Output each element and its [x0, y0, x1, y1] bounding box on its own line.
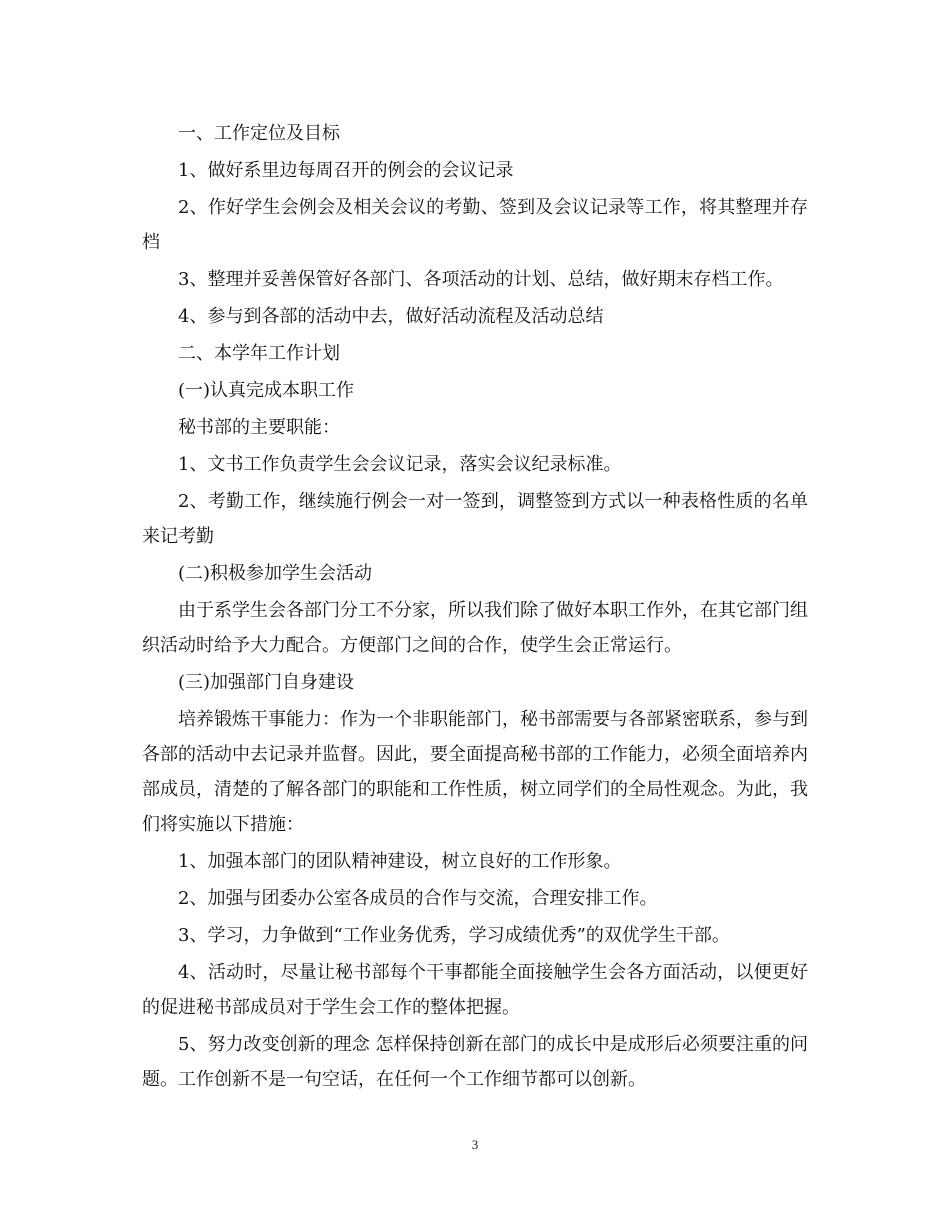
subsection-heading: (一)认真完成本职工作: [178, 380, 355, 401]
body-paragraph: 秘书部的主要职能：: [178, 417, 340, 438]
subsection-heading: (三)加强部门自身建设: [178, 672, 355, 693]
body-paragraph: 培养锻炼干事能力：作为一个非职能部门，秘书部需要与各部紧密联系，参与到各部的活动中去记录并监督。因此，要全面提高秘书部的工作能力，必须全面培养内部成员，清楚的了解各部门的职能和工作性质，树立同学们的全局性观念。为此，我们将实施以下措施：: [142, 709, 808, 835]
list-item: 1、加强本部门的团队精神建设，树立良好的工作形象。: [178, 851, 622, 872]
list-item: 1、文书工作负责学生会会议记录，落实会议纪录标准。: [178, 454, 622, 475]
list-item: 4、参与到各部的活动中去，做好活动流程及活动总结: [178, 306, 604, 327]
list-item: 2、作好学生会例会及相关会议的考勤、签到及会议记录等工作，将其整理并存档: [142, 197, 808, 253]
list-item: 2、考勤工作，继续施行例会一对一签到，调整签到方式以一种表格性质的名单来记考勤: [142, 491, 808, 547]
page-number: 3: [471, 1137, 479, 1152]
list-item: 1、做好系里边每周召开的例会的会议记录: [178, 160, 514, 181]
list-item: 3、整理并妥善保管好各部门、各项活动的计划、总结，做好期末存档工作。: [178, 269, 784, 290]
body-paragraph: 由于系学生会各部门分工不分家，所以我们除了做好本职工作外，在其它部门组织活动时给予大力配合。方便部门之间的合作，使学生会正常运行。: [142, 600, 808, 656]
list-item: 5、努力改变创新的理念 怎样保持创新在部门的成长中是成形后必须要注重的问题。工作创新不是一句空话，在任何一个工作细节都可以创新。: [142, 1034, 808, 1090]
section-heading-plan: 二、本学年工作计划: [178, 343, 340, 364]
list-item: 2、加强与团委办公室各成员的合作与交流，合理安排工作。: [178, 888, 658, 909]
subsection-heading: (二)积极参加学生会活动: [178, 563, 373, 584]
list-item: 3、学习，力争做到“工作业务优秀，学习成绩优秀”的双优学生干部。: [178, 925, 730, 946]
section-heading-positioning: 一、工作定位及目标: [178, 123, 340, 144]
list-item: 4、活动时，尽量让秘书部每个干事都能全面接触学生会各方面活动，以便更好的促进秘书部成员对于学生会工作的整体把握。: [142, 962, 808, 1018]
document-body: [142, 116, 808, 1099]
